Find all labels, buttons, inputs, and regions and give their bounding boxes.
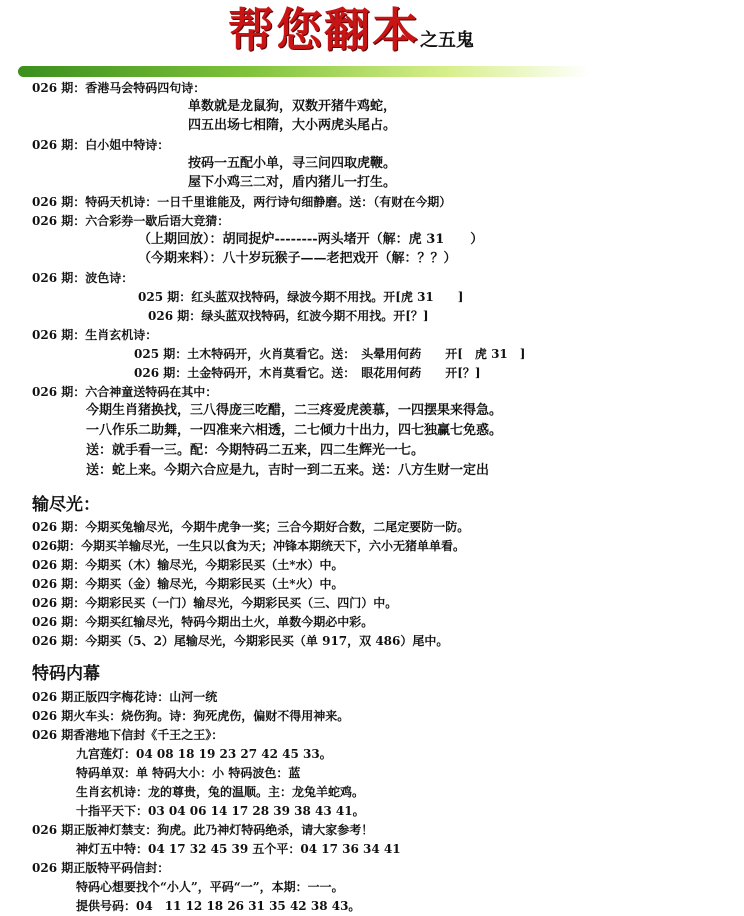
- text-line: 今期生肖猪换找，三八得庞三吃醋，二三疼爱虎羡慕，一四摆果来得急。: [86, 403, 503, 418]
- text-line: （上期回放）：胡同捉炉--------两头堵开（解：虎 31 ）: [138, 232, 484, 247]
- text-line: （今期来料）：八十岁玩猴子——老把戏开（解：？？）: [138, 251, 457, 266]
- text-line: 026 期正版特平码信封：: [32, 861, 170, 875]
- text-line: 026 期：今期买兔输尽光，今期牛虎争一奖；三合今期好合数，二尾定要防一防。: [32, 520, 470, 534]
- text-line: 送：就手看一三。配：今期特码二五来，四二生辉光一七。: [86, 443, 425, 458]
- text-line: 026 期：生肖玄机诗：: [32, 328, 158, 342]
- text-line: 特码单双：单 特码大小：小 特码波色：蓝: [76, 766, 301, 780]
- text-line: 026 期：特码天机诗：一日千里谁能及，两行诗句细静磨。送：（有财在今期）: [32, 195, 452, 209]
- text-line: 九宫莲灯：04 08 18 19 23 27 42 45 33。: [76, 747, 332, 761]
- text-line: 026 期：今期彩民买（一门）输尽光，今期彩民买（三、四门）中。: [32, 596, 398, 610]
- text-line: 026 期：土金特码开，木肖莫看它。送： 眼花用何药 开[？]: [134, 366, 481, 380]
- text-line: 026 期香港地下信封《千王之王》：: [32, 728, 224, 742]
- text-line: 十指平天下：03 04 06 14 17 28 39 38 43 41。: [76, 804, 365, 818]
- text-line: 025 期：土木特码开，火肖莫看它。送： 头晕用何药 开[ 虎 31 ]: [134, 347, 526, 361]
- text-line: 按码一五配小单，寻三问四取虎鞭。: [188, 156, 397, 171]
- text-line: 提供号码：04 11 12 18 26 31 35 42 38 43。: [76, 899, 361, 913]
- page-title: 帮您翻本: [228, 3, 420, 57]
- section-heading: 输尽光：: [32, 495, 100, 515]
- text-line: 026 期：波色诗：: [32, 271, 134, 285]
- text-line: 026 期：绿头蓝双找特码，红波今期不用找。开[？]: [148, 309, 429, 323]
- text-line: 一八作乐二助舞，一四准来六相透，二七倾力十出力，四七独赢七免惑。: [86, 423, 503, 438]
- text-line: 四五出场七相隋，大小两虎头尾占。: [188, 118, 397, 133]
- text-line: 026 期：香港马会特码四句诗：: [32, 81, 206, 95]
- text-line: 单数就是龙鼠狗，双数开猪牛鸡蛇，: [188, 99, 397, 114]
- header: [0, 0, 744, 80]
- text-line: 026期：今期买羊输尽光，一生只以食为天；冲锋本期统天下，六小无猪单单看。: [32, 539, 466, 553]
- section-heading: 特码内幕: [32, 664, 100, 684]
- text-line: 026 期：今期买（5、2）尾输尽光，今期彩民买（单 917，双 486）尾中。: [32, 634, 449, 648]
- text-line: 026 期：六合神童送特码在其中：: [32, 385, 218, 399]
- text-line: 生肖玄机诗：龙的尊贵，兔的温顺。主：龙兔羊蛇鸡。: [76, 785, 365, 799]
- green-divider-bar: [18, 66, 590, 77]
- text-line: 026 期：今期买（金）输尽光，今期彩民买（土*火）中。: [32, 577, 344, 591]
- page-subtitle: 之五鬼: [420, 30, 474, 51]
- text-line: 026 期：今期买红输尽光，特码今期出土火，单数今期必中彩。: [32, 615, 374, 629]
- text-line: 送：蛇上来。今期六合应是九，吉时一到二五来。送：八方生财一定出: [86, 463, 490, 478]
- text-line: 026 期：六合彩券一歇后语大竞猜：: [32, 214, 230, 228]
- text-line: 屋下小鸡三二对，盾内猪儿一打生。: [188, 175, 397, 190]
- text-line: 025 期：红头蓝双找特码，绿波今期不用找。开[虎 31 ]: [138, 290, 464, 304]
- text-line: 特码心想要找个“小人”，平码“一”，本期：一一。: [76, 880, 344, 894]
- text-line: 神灯五中特：04 17 32 45 39 五个平：04 17 36 34 41: [76, 842, 401, 856]
- text-line: 026 期：白小姐中特诗：: [32, 138, 170, 152]
- text-line: 026 期火车头：烧伤狗。诗：狗死虎伤，偏财不得用神来。: [32, 709, 350, 723]
- text-line: 026 期：今期买（木）输尽光，今期彩民买（土*水）中。: [32, 558, 344, 572]
- text-line: 026 期正版神灯禁支：狗虎。此乃神灯特码绝杀，请大家参考！: [32, 823, 374, 837]
- text-line: 026 期正版四字梅花诗：山河一统: [32, 690, 218, 704]
